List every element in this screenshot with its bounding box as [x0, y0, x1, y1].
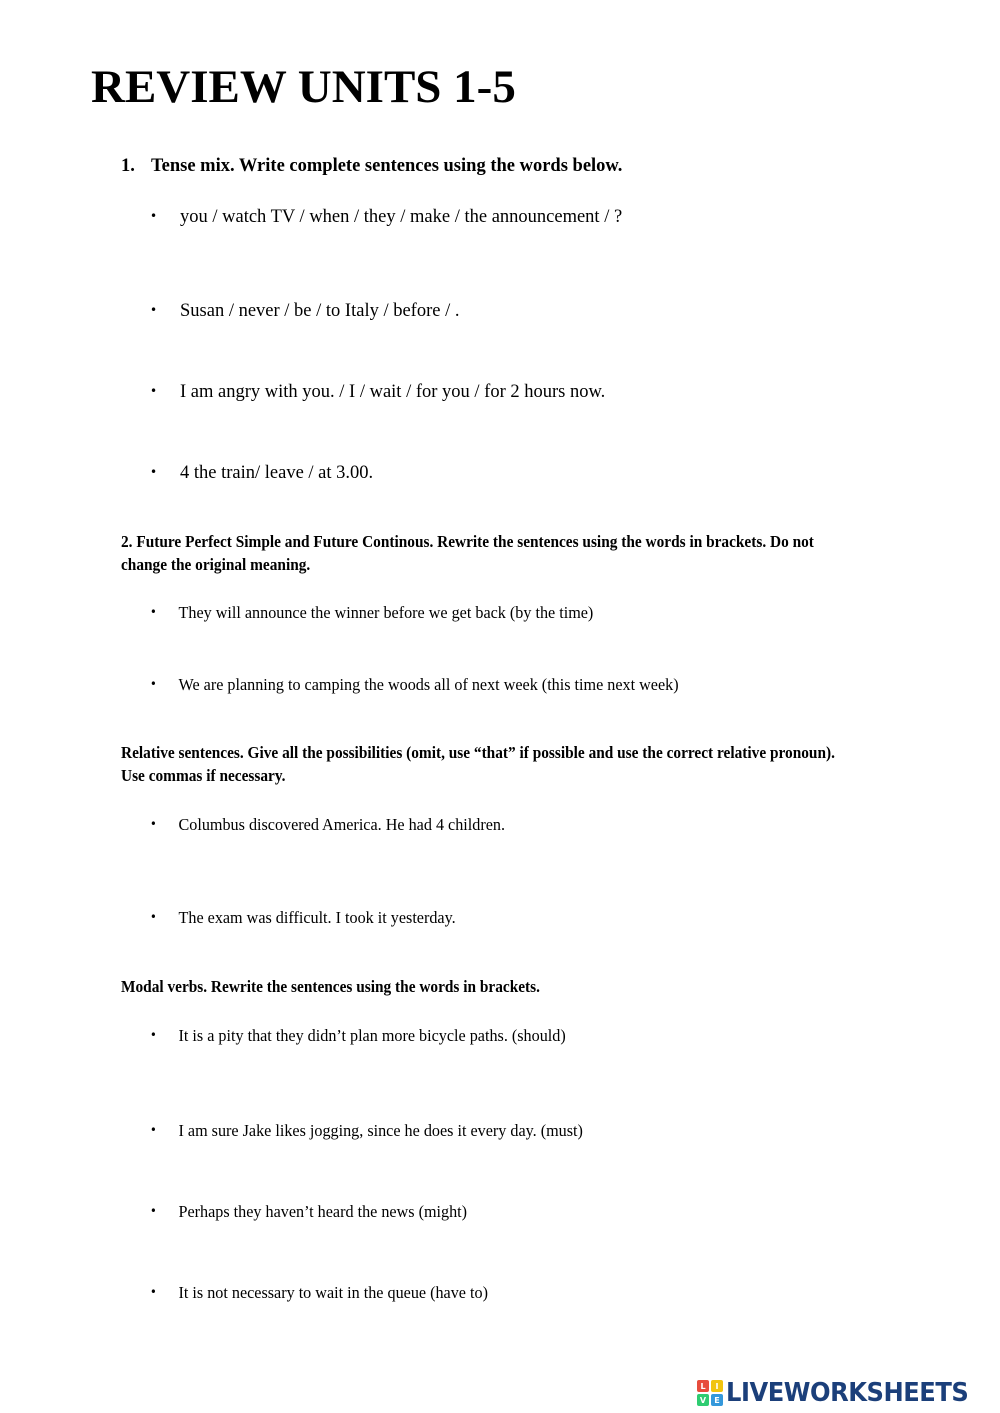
- bullet-icon: •: [150, 605, 157, 619]
- section4-item-1: [150, 1024, 566, 1047]
- section1-item-3-text: I am angry with you. / I / wait / for you / for 2 hours now.: [180, 382, 606, 402]
- section4-item-3-text: Perhaps they haven’t heard the news (might): [178, 1202, 468, 1221]
- liveworksheets-logo-icon: [697, 1380, 723, 1406]
- bullet-icon: •: [150, 1204, 157, 1218]
- section1-number: 1.: [121, 156, 135, 176]
- section1-heading-text: Tense mix. Write complete sentences using the words below.: [151, 156, 623, 176]
- bullet-icon: •: [150, 1123, 157, 1137]
- logo-letter-v: V: [697, 1394, 709, 1406]
- section1-heading: [121, 155, 841, 178]
- section3-heading: Relative sentences. Give all the possibilities (omit, use “that” if possible and use the correct relative pronoun). Use commas if necessary.: [121, 743, 835, 785]
- bullet-icon: •: [150, 465, 158, 479]
- section4-item-4-text: It is not necessary to wait in the queue (have to): [178, 1283, 488, 1302]
- logo-letter-i: I: [711, 1380, 723, 1392]
- bullet-icon: •: [150, 910, 157, 924]
- section1-item-4-text: 4 the train/ leave / at 3.00.: [180, 463, 374, 483]
- liveworksheets-logo[interactable]: [697, 1378, 987, 1408]
- section3-item-2: [150, 906, 456, 929]
- section2-item-2: [150, 673, 679, 696]
- section1-item-2: [150, 299, 459, 322]
- section2-item-2-text: We are planning to camping the woods all of next week (this time next week): [178, 675, 679, 694]
- section3-item-1-text: Columbus discovered America. He had 4 children.: [178, 815, 506, 834]
- section2-heading: 2. Future Perfect Simple and Future Continous. Rewrite the sentences using the words in brackets. Do not change the original meaning.: [121, 532, 814, 574]
- bullet-icon: •: [150, 1028, 157, 1042]
- bullet-icon: •: [150, 303, 158, 317]
- section4-item-4: [150, 1281, 488, 1304]
- section1-item-2-text: Susan / never / be / to Italy / before / .: [180, 301, 460, 321]
- page-title: REVIEW UNITS 1-5: [91, 61, 516, 113]
- section4-item-2: [150, 1119, 583, 1142]
- bullet-icon: •: [150, 1285, 157, 1299]
- section4-item-3: [150, 1200, 467, 1223]
- bullet-icon: •: [150, 209, 158, 223]
- section2-item-1-text: They will announce the winner before we get back (by the time): [178, 603, 594, 622]
- section2-item-1: [150, 601, 593, 624]
- logo-letter-e: E: [711, 1394, 723, 1406]
- section3-item-1: [150, 813, 505, 836]
- section4-heading: Modal verbs. Rewrite the sentences using the words in brackets.: [121, 977, 540, 996]
- section3-item-2-text: The exam was difficult. I took it yesterday.: [178, 908, 456, 927]
- section1-item-4: [150, 461, 373, 484]
- section1-item-1-text: you / watch TV / when / they / make / the announcement / ?: [180, 207, 623, 227]
- section1-item-1: [150, 205, 622, 228]
- logo-letter-l: L: [697, 1380, 709, 1392]
- liveworksheets-logo-text: LIVEWORKSHEETS: [726, 1378, 969, 1408]
- section1-item-3: [150, 380, 605, 403]
- section4-item-1-text: It is a pity that they didn’t plan more bicycle paths. (should): [178, 1026, 566, 1045]
- bullet-icon: •: [150, 677, 157, 691]
- section4-item-2-text: I am sure Jake likes jogging, since he does it every day. (must): [178, 1121, 583, 1140]
- bullet-icon: •: [150, 384, 158, 398]
- bullet-icon: •: [150, 817, 157, 831]
